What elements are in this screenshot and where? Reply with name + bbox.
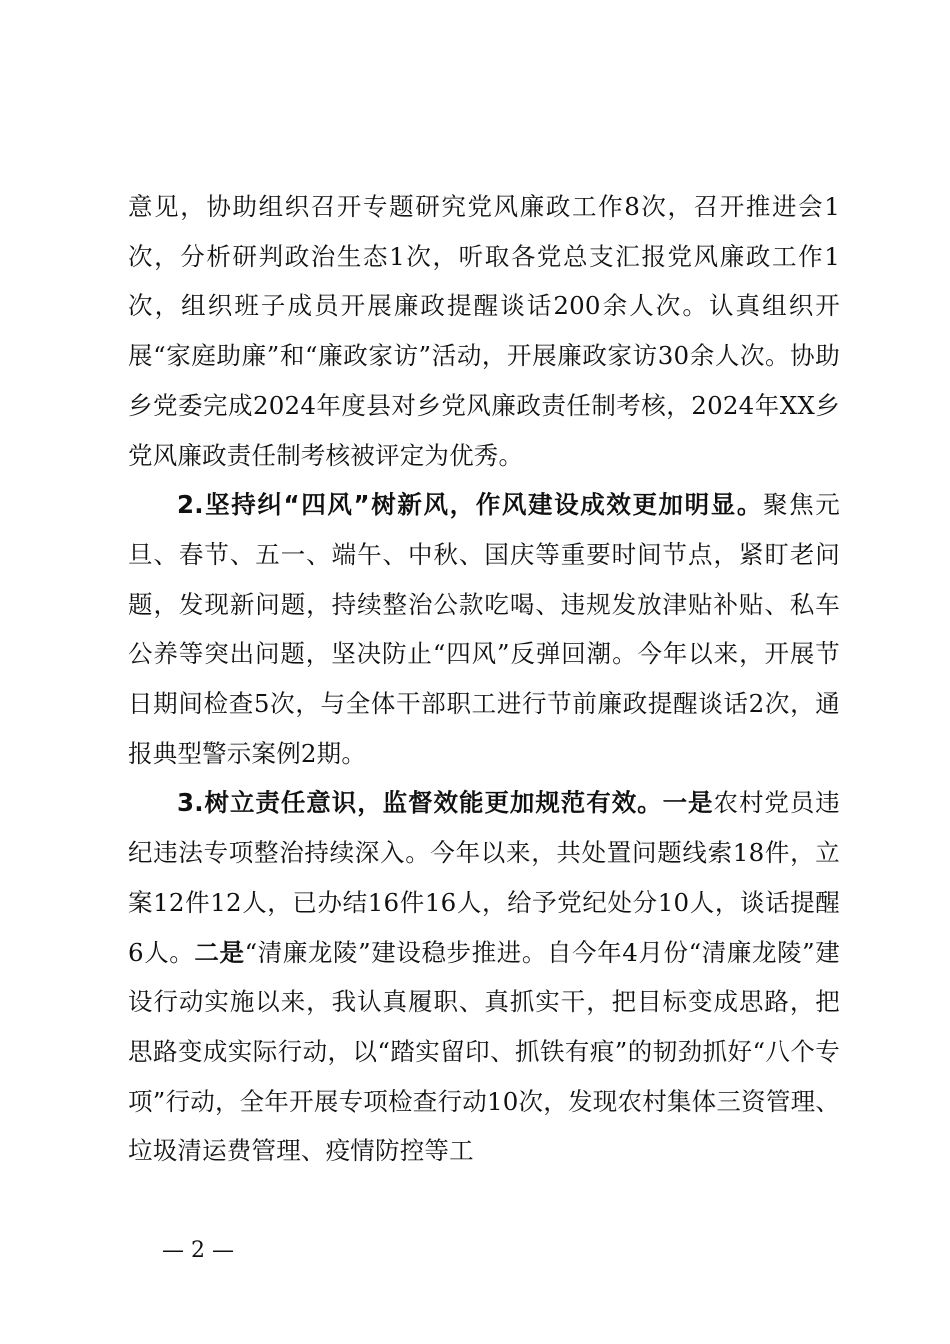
paragraph-3-body-1: 农村党员违纪违法专项整治持续深入。今年以来，共处置问题线索18件，立案12件12人，已办结16件16人，给予党纪处分10人，谈话提醒6人。 — [128, 788, 840, 967]
paragraph-1-text: 意见，协助组织召开专题研究党风廉政工作8次，召开推进会1次，分析研判政治生态1次，听取各党总支汇报党风廉政工作1次，组织班子成员开展廉政提醒谈话200余人次。认真组织开展“家庭助廉”和“廉政家访”活动，开展廉政家访30余人次。协助乡党委完成2024年度县对乡党风廉政责任制考核，2024年XX乡党风廉政责任制考核被评定为优秀。 — [128, 192, 840, 470]
paragraph-2-body: 聚焦元旦、春节、五一、端午、中秋、国庆等重要时间节点，紧盯老问题，发现新问题，持续整治公款吃喝、违规发放津贴补贴、私车公养等突出问题，坚决防止“四风”反弹回潮。今年以来，开展节日期间检查5次，与全体干部职工进行节前廉政提醒谈话2次，通报典型警示案例2期。 — [128, 490, 840, 768]
document-body — [128, 182, 840, 1176]
page-number: — 2 — — [162, 1238, 234, 1263]
paragraph-3 — [128, 778, 840, 1176]
paragraph-2 — [128, 480, 840, 778]
paragraph-3-body-2: “清廉龙陵”建设稳步推进。自今年4月份“清廉龙陵”建设行动实施以来，我认真履职、真抓实干，把目标变成思路，把思路变成实际行动，以“踏实留印、抓铁有痕”的韧劲抓好“八个专项”行动，全年开展专项检查行动10次，发现农村集体三资管理、垃圾清运费管理、疫情防控等工 — [128, 937, 840, 1166]
paragraph-3-heading: 3.树立责任意识，监督效能更加规范有效。 — [177, 788, 663, 818]
paragraph-3-marker-2: 二是 — [194, 937, 245, 967]
paragraph-3-marker-1: 一是 — [662, 788, 714, 818]
paragraph-1 — [128, 182, 840, 480]
paragraph-2-heading: 2.坚持纠“四风”树新风，作风建设成效更加明显。 — [177, 490, 764, 520]
